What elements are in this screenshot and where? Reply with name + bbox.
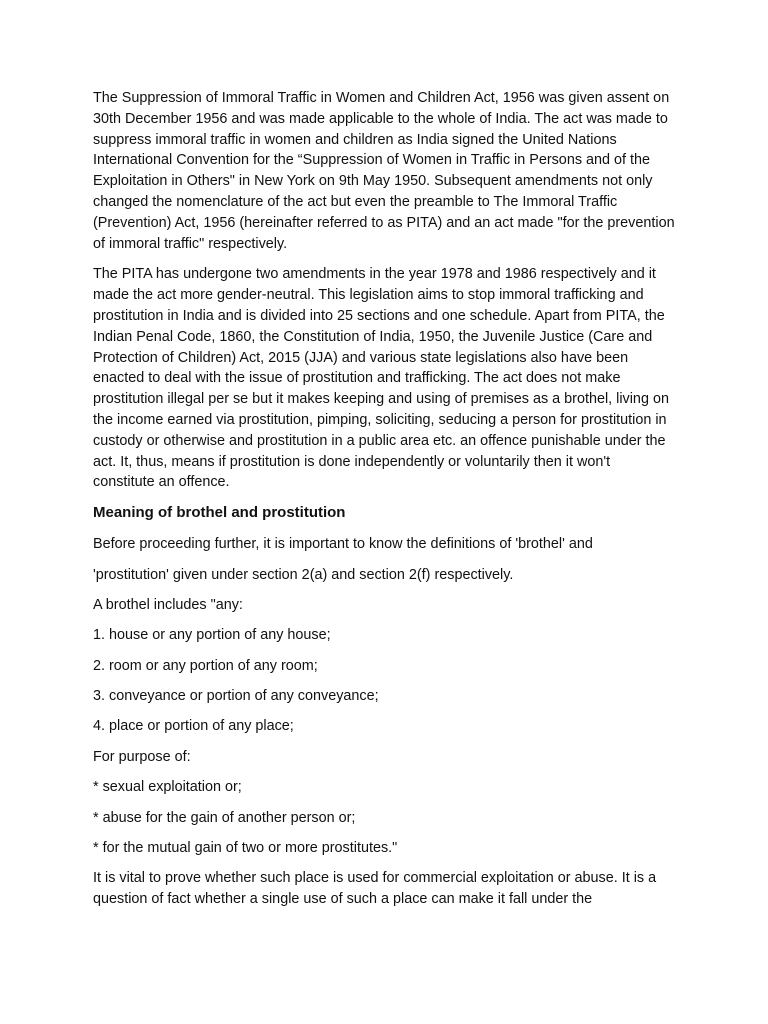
text-line: A brothel includes "any: bbox=[93, 596, 243, 613]
list-item: 4. place or portion of any place; bbox=[93, 718, 294, 735]
text-line: 'prostitution' given under section 2(a) and section 2(f) respectively. bbox=[93, 566, 514, 583]
list-item: 3. conveyance or portion of any conveyance; bbox=[93, 688, 379, 705]
bullet-item: * sexual exploitation or; bbox=[93, 779, 242, 796]
list-item: 2. room or any portion of any room; bbox=[93, 657, 318, 674]
bullet-item: * abuse for the gain of another person or; bbox=[93, 809, 356, 826]
section-heading: Meaning of brothel and prostitution bbox=[93, 504, 346, 522]
list-item: 1. house or any portion of any house; bbox=[93, 627, 331, 644]
bullet-item: * for the mutual gain of two or more prostitutes." bbox=[93, 840, 398, 857]
paragraph-closing: It is vital to prove whether such place is used for commercial exploitation or abuse. It is a question of fact whether a single use of such a place can make it fall under the bbox=[93, 870, 657, 908]
document-page bbox=[93, 88, 675, 920]
paragraph-pita-history: The Suppression of Immoral Traffic in Women and Children Act, 1956 was given assent on 30th December 1956 and was made applicable to the whole of India. The act was made to suppress immoral traffic in women and children as India signed the United Nations International Convention for the “Suppression of Women in Traffic in Persons and of the Exploitation in Others" in New York on 9th May 1950. Subsequent amendments not only changed the nomenclature of the act but even the preamble to The Immoral Traffic (Prevention) Act, 1956 (hereinafter referred to as PITA) and an act made "for the prevention of immoral traffic" respectively. bbox=[93, 90, 675, 252]
text-line: For purpose of: bbox=[93, 748, 191, 765]
text-line: Before proceeding further, it is important to know the definitions of 'brothel' and bbox=[93, 536, 593, 553]
paragraph-pita-amendments: The PITA has undergone two amendments in the year 1978 and 1986 respectively and it made the act more gender-neutral. This legislation aims to stop immoral trafficking and prostitution in India and is divided into 25 sections and one schedule. Apart from PITA, the Indian Penal Code, 1860, the Constitution of India, 1950, the Juvenile Justice (Care and Protection of Children) Act, 2015 (JJA) and various state legislations also have been enacted to deal with the issue of prostitution and trafficking. The act does not make prostitution illegal per se but it makes keeping and using of premises as a brothel, living on the income earned via prostitution, pimping, soliciting, seducing a person for prostitution in custody or otherwise and prostitution in a public area etc. an offence punishable under the act. It, thus, means if prostitution is done independently or voluntarily then it won't constitute an offence. bbox=[93, 266, 669, 491]
